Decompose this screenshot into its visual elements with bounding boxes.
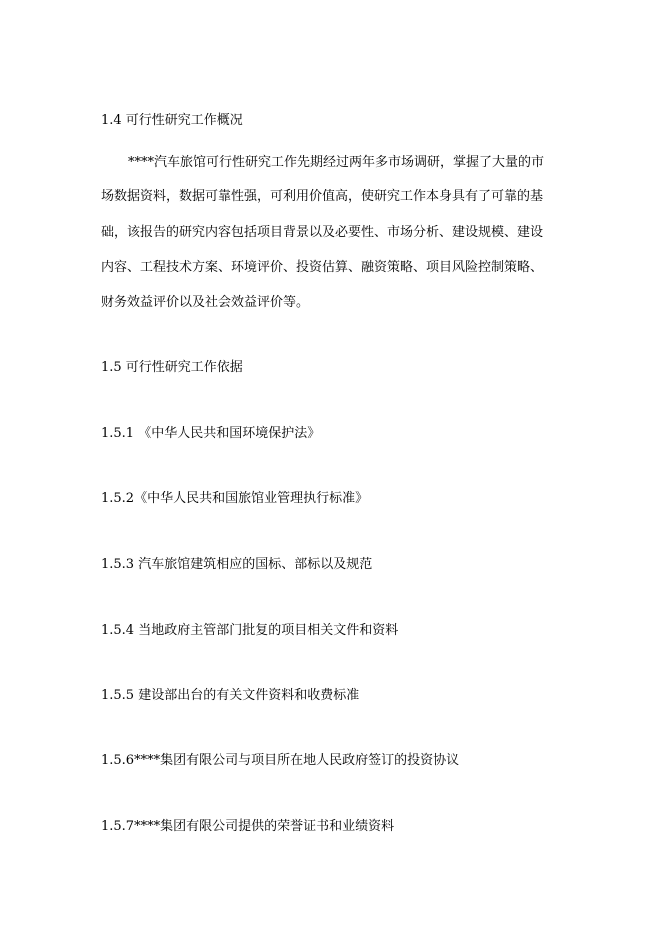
basis-item-1-5-6: 1.5.6****集团有限公司与项目所在地人民政府签订的投资协议	[101, 753, 460, 768]
basis-item-1-5-5: 1.5.5 建设部出台的有关文件资料和收费标准	[101, 688, 360, 703]
paragraph-line-3: 础，该报告的研究内容包括项目背景以及必要性、市场分析、建设规模、建设	[101, 225, 544, 240]
section-heading-1-4: 1.4 可行性研究工作概况	[101, 113, 243, 128]
paragraph-line-5: 财务效益评价以及社会效益评价等。	[101, 295, 310, 310]
paragraph-line-2: 场数据资料，数据可靠性强，可利用价值高，使研究工作本身具有了可靠的基	[101, 189, 544, 204]
basis-item-1-5-3: 1.5.3 汽车旅馆建筑相应的国标、部标以及规范	[101, 557, 373, 572]
section-heading-1-5: 1.5 可行性研究工作依据	[101, 360, 243, 375]
paragraph-line-1: ****汽车旅馆可行性研究工作先期经过两年多市场调研，掌握了大量的市	[128, 155, 545, 170]
basis-item-1-5-4: 1.5.4 当地政府主管部门批复的项目相关文件和资料	[101, 623, 399, 638]
basis-item-1-5-2: 1.5.2《中华人民共和国旅馆业管理执行标准》	[101, 491, 369, 506]
basis-item-1-5-1: 1.5.1 《中华人民共和国环境保护法》	[101, 426, 321, 441]
paragraph-line-4: 内容、工程技术方案、环境评价、投资估算、融资策略、项目风险控制策略、	[101, 260, 544, 275]
basis-item-1-5-7: 1.5.7****集团有限公司提供的荣誉证书和业绩资料	[101, 819, 395, 834]
